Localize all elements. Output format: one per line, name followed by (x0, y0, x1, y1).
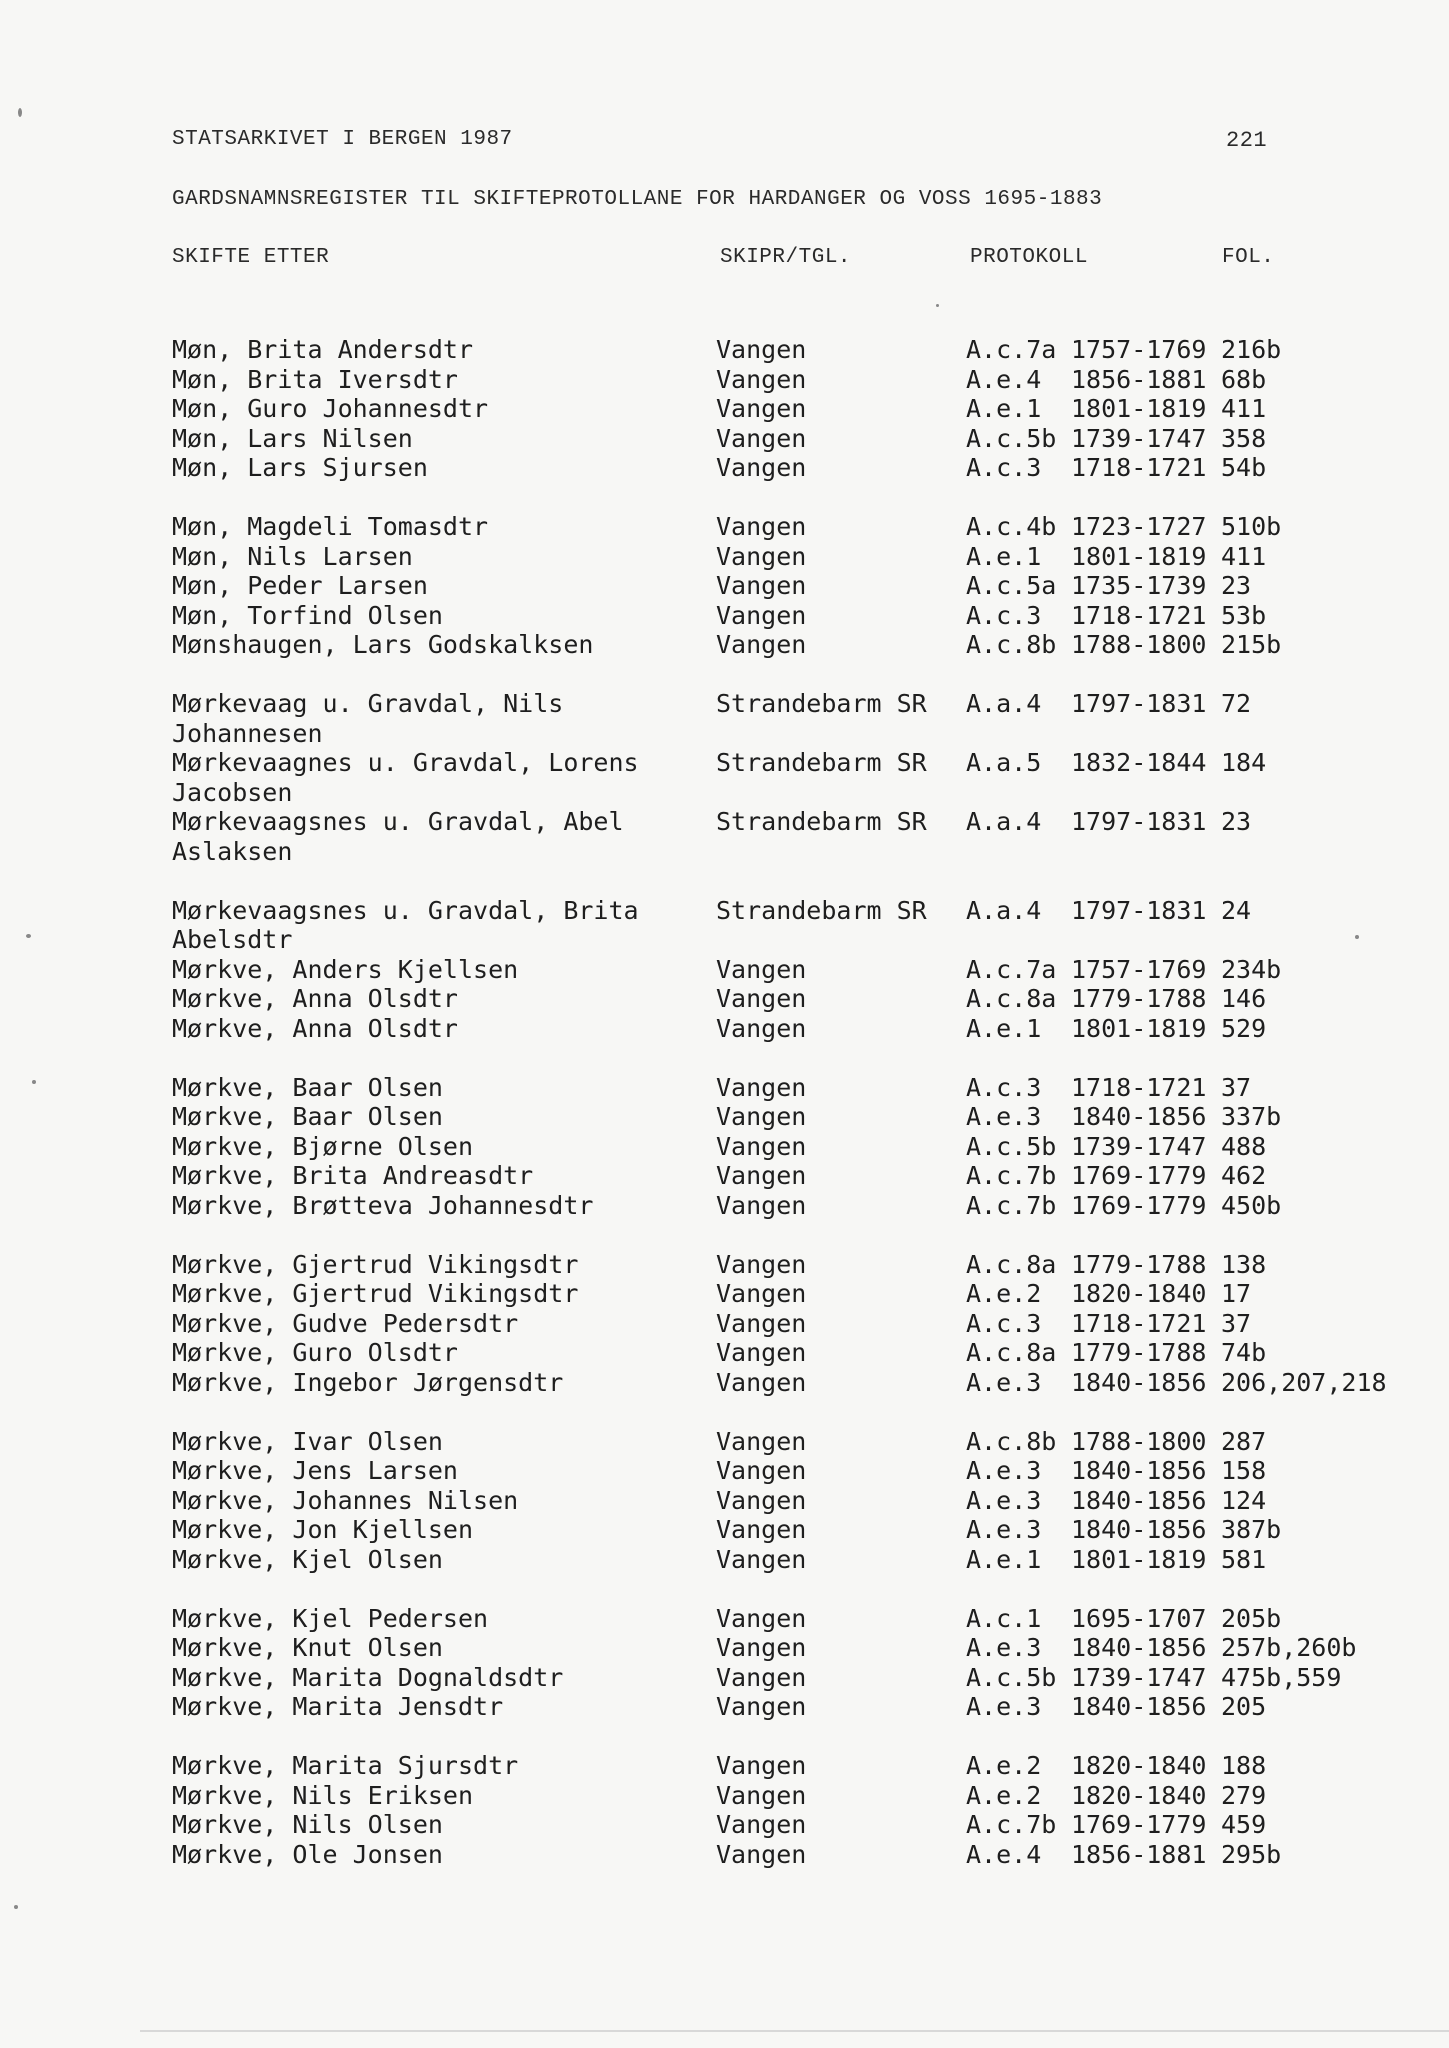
entry-place: Vangen (716, 630, 807, 659)
entry-name: Møn, Guro Johannesdtr (172, 394, 489, 423)
entry-protocol: A.e.3 (966, 1633, 1042, 1662)
table-row (0, 1604, 1449, 1634)
entry-name: Mønshaugen, Lars Godskalksen (172, 630, 594, 659)
entry-protocol: A.c.8a (966, 984, 1057, 1013)
scan-speck (1355, 935, 1359, 939)
table-row (0, 512, 1449, 542)
entry-name: Mørkve, Kjel Olsen (172, 1544, 443, 1574)
entry-place: Vangen (716, 1072, 807, 1102)
entry-folio: 337b (1221, 1102, 1282, 1131)
entry-years: 1695-1707 (1071, 1603, 1207, 1633)
entry-years: 1739-1747 (1071, 1131, 1207, 1161)
table-row (0, 1368, 1449, 1398)
entry-protocol: A.e.2 (966, 1780, 1042, 1810)
entry-years: 1797-1831 (1071, 807, 1207, 836)
table-row (0, 1073, 1449, 1103)
scan-speck (18, 108, 22, 117)
entry-years: 1735-1739 (1071, 571, 1207, 600)
table-row (0, 365, 1449, 395)
entry-folio: 462 (1221, 1161, 1267, 1190)
entry-folio: 37 (1221, 1072, 1252, 1102)
entry-protocol: A.e.2 (966, 1751, 1042, 1780)
entry-folio: 411 (1221, 541, 1267, 571)
entry-place: Strandebarm SR (716, 689, 927, 718)
entry-years: 1718-1721 (1071, 453, 1207, 482)
entry-place: Vangen (716, 1013, 807, 1043)
entry-name: Mørkve, Guro Olsdtr (172, 1338, 458, 1367)
entry-name: Møn, Nils Larsen (172, 541, 413, 571)
entry-years: 1739-1747 (1071, 423, 1207, 453)
entry-place: Vangen (716, 600, 807, 630)
entry-folio: 124 (1221, 1485, 1267, 1515)
entry-years: 1820-1840 (1071, 1780, 1207, 1810)
entry-folio: 234b (1221, 954, 1282, 984)
entry-name: Møn, Magdeli Tomasdtr (172, 512, 489, 541)
entry-name-continuation: Johannesen (172, 718, 323, 748)
entry-place: Vangen (716, 571, 807, 600)
entry-place: Vangen (716, 1308, 807, 1338)
table-row (0, 335, 1449, 365)
table-row (0, 1161, 1449, 1191)
entry-name: Mørkevaagsnes u. Gravdal, Abel (172, 807, 624, 836)
entry-years: 1769-1779 (1071, 1810, 1207, 1839)
entry-place: Strandebarm SR (716, 807, 927, 836)
entry-years: 1820-1840 (1071, 1751, 1207, 1780)
entry-protocol: A.c.5b (966, 423, 1057, 453)
entry-protocol: A.a.5 (966, 748, 1042, 777)
entry-protocol: A.c.7b (966, 1190, 1057, 1220)
entry-folio: 358 (1221, 423, 1267, 453)
entry-name: Mørkve, Anna Olsdtr (172, 984, 458, 1013)
table-row (0, 955, 1449, 985)
table-row (0, 571, 1449, 601)
entry-protocol: A.c.4b (966, 512, 1057, 541)
entry-protocol: A.e.3 (966, 1692, 1042, 1721)
entry-folio: 74b (1221, 1338, 1267, 1367)
group-spacer (0, 483, 1449, 513)
entry-place: Vangen (716, 423, 807, 453)
entry-protocol: A.c.7b (966, 1810, 1057, 1839)
entry-protocol: A.c.3 (966, 1308, 1042, 1338)
entry-folio: 158 (1221, 1456, 1267, 1485)
entry-years: 1739-1747 (1071, 1662, 1207, 1692)
entry-folio: 54b (1221, 453, 1267, 482)
entry-folio: 68b (1221, 364, 1267, 394)
entry-years: 1856-1881 (1071, 1839, 1207, 1869)
entry-years: 1840-1856 (1071, 1456, 1207, 1485)
entry-place: Vangen (716, 1662, 807, 1692)
entry-folio: 188 (1221, 1751, 1267, 1780)
entry-protocol: A.c.5a (966, 571, 1057, 600)
entry-name: Møn, Brita Andersdtr (172, 335, 474, 364)
scan-edge-line (140, 2030, 1449, 2032)
column-header-name: SKIFTE ETTER (172, 246, 330, 269)
entry-place: Vangen (716, 1780, 807, 1810)
entry-place: Vangen (716, 1456, 807, 1485)
entry-name: Mørkve, Ivar Olsen (172, 1426, 443, 1456)
entry-protocol: A.c.3 (966, 600, 1042, 630)
entry-folio: 53b (1221, 600, 1267, 630)
group-spacer (0, 1043, 1449, 1073)
entry-years: 1769-1779 (1071, 1161, 1207, 1190)
entry-years: 1718-1721 (1071, 1308, 1207, 1338)
group-spacer (0, 660, 1449, 690)
table-row (0, 1515, 1449, 1545)
entry-years: 1788-1800 (1071, 630, 1207, 659)
entry-place: Vangen (716, 1249, 807, 1279)
group-spacer (0, 1397, 1449, 1427)
entry-protocol: A.c.3 (966, 453, 1042, 482)
entry-protocol: A.c.8b (966, 1426, 1057, 1456)
entry-name: Mørkve, Anna Olsdtr (172, 1013, 458, 1043)
entry-years: 1820-1840 (1071, 1279, 1207, 1308)
entry-years: 1797-1831 (1071, 895, 1207, 925)
entry-folio: 510b (1221, 512, 1282, 541)
entry-folio: 205 (1221, 1692, 1267, 1721)
entry-folio: 279 (1221, 1780, 1267, 1810)
table-row (0, 1191, 1449, 1221)
entry-place: Vangen (716, 1426, 807, 1456)
entry-folio: 581 (1221, 1544, 1267, 1574)
table-row (0, 1014, 1449, 1044)
entry-name: Møn, Lars Sjursen (172, 453, 428, 482)
entry-place: Vangen (716, 1751, 807, 1780)
entry-folio: 257b,260b (1221, 1633, 1357, 1662)
entry-name: Mørkve, Nils Olsen (172, 1810, 443, 1839)
group-spacer (0, 866, 1449, 896)
table-row (0, 1810, 1449, 1840)
entry-years: 1801-1819 (1071, 1013, 1207, 1043)
table-row (0, 1456, 1449, 1486)
column-header-folio: FOL. (1222, 246, 1275, 269)
table-row (0, 542, 1449, 572)
scan-speck (26, 934, 31, 938)
entry-name: Mørkve, Ole Jonsen (172, 1839, 443, 1869)
entry-protocol: A.c.5b (966, 1662, 1057, 1692)
entry-years: 1840-1856 (1071, 1485, 1207, 1515)
entry-name: Møn, Torfind Olsen (172, 600, 443, 630)
entry-folio: 17 (1221, 1279, 1252, 1308)
entry-folio: 529 (1221, 1013, 1267, 1043)
entry-place: Vangen (716, 1102, 807, 1131)
entry-protocol: A.c.8a (966, 1249, 1057, 1279)
entry-place: Vangen (716, 1810, 807, 1839)
entry-folio: 387b (1221, 1515, 1282, 1544)
entry-protocol: A.c.8a (966, 1338, 1057, 1367)
entry-folio: 138 (1221, 1249, 1267, 1279)
entry-years: 1801-1819 (1071, 1544, 1207, 1574)
entry-years: 1840-1856 (1071, 1692, 1207, 1721)
entry-name: Mørkve, Knut Olsen (172, 1633, 443, 1662)
table-row (0, 394, 1449, 424)
archive-header: STATSARKIVET I BERGEN 1987 (172, 128, 513, 151)
entry-place: Vangen (716, 1485, 807, 1515)
entry-place: Vangen (716, 541, 807, 571)
entry-protocol: A.e.3 (966, 1456, 1042, 1485)
entry-protocol: A.e.4 (966, 364, 1042, 394)
table-row (0, 1840, 1449, 1870)
entry-folio: 459 (1221, 1810, 1267, 1839)
entry-folio: 23 (1221, 807, 1252, 836)
table-row-continuation (0, 778, 1449, 808)
entry-folio: 411 (1221, 394, 1267, 423)
entry-name: Møn, Peder Larsen (172, 571, 428, 600)
entry-name: Mørkevaag u. Gravdal, Nils (172, 689, 564, 718)
table-row (0, 1663, 1449, 1693)
entry-name: Mørkve, Ingebor Jørgensdtr (172, 1367, 564, 1397)
entry-folio: 23 (1221, 571, 1252, 600)
entry-place: Strandebarm SR (716, 748, 927, 777)
entry-years: 1788-1800 (1071, 1426, 1207, 1456)
entry-place: Vangen (716, 1603, 807, 1633)
entry-folio: 215b (1221, 630, 1282, 659)
entry-protocol: A.e.1 (966, 1544, 1042, 1574)
entry-folio: 146 (1221, 984, 1267, 1013)
entry-years: 1723-1727 (1071, 512, 1207, 541)
entry-name: Mørkve, Gudve Pedersdtr (172, 1308, 519, 1338)
entry-folio: 37 (1221, 1308, 1252, 1338)
table-row (0, 1279, 1449, 1309)
entry-years: 1779-1788 (1071, 984, 1207, 1013)
entry-place: Vangen (716, 1131, 807, 1161)
entry-name-continuation: Jacobsen (172, 777, 293, 807)
register-entries (0, 335, 1449, 1869)
column-header-place: SKIPR/TGL. (720, 246, 852, 269)
entry-place: Vangen (716, 335, 807, 364)
table-row (0, 689, 1449, 719)
entry-folio: 450b (1221, 1190, 1282, 1220)
entry-name: Møn, Brita Iversdtr (172, 364, 458, 394)
table-row (0, 1781, 1449, 1811)
entry-years: 1840-1856 (1071, 1367, 1207, 1397)
entry-protocol: A.c.1 (966, 1603, 1042, 1633)
table-row (0, 601, 1449, 631)
table-row (0, 1633, 1449, 1663)
entry-folio: 24 (1221, 895, 1252, 925)
table-row (0, 1132, 1449, 1162)
entry-years: 1769-1779 (1071, 1190, 1207, 1220)
entry-name: Mørkve, Brita Andreasdtr (172, 1161, 534, 1190)
table-row (0, 424, 1449, 454)
entry-years: 1797-1831 (1071, 689, 1207, 718)
entry-place: Vangen (716, 984, 807, 1013)
table-row (0, 453, 1449, 483)
entry-folio: 488 (1221, 1131, 1267, 1161)
entry-name: Mørkevaagnes u. Gravdal, Lorens (172, 748, 639, 777)
entry-folio: 205b (1221, 1603, 1282, 1633)
entry-name: Mørkve, Marita Jensdtr (172, 1692, 504, 1721)
entry-protocol: A.e.1 (966, 541, 1042, 571)
table-row (0, 1338, 1449, 1368)
entry-name: Mørkve, Kjel Pedersen (172, 1603, 489, 1633)
page-number: 221 (1226, 128, 1268, 153)
entry-folio: 295b (1221, 1839, 1282, 1869)
entry-protocol: A.a.4 (966, 689, 1042, 718)
entry-place: Vangen (716, 1633, 807, 1662)
entry-folio: 216b (1221, 335, 1282, 364)
entry-protocol: A.e.4 (966, 1839, 1042, 1869)
entry-name: Mørkve, Nils Eriksen (172, 1780, 474, 1810)
entry-protocol: A.c.3 (966, 1072, 1042, 1102)
table-row (0, 1250, 1449, 1280)
entry-protocol: A.c.8b (966, 630, 1057, 659)
entry-place: Vangen (716, 1367, 807, 1397)
entry-name: Mørkve, Gjertrud Vikingsdtr (172, 1249, 579, 1279)
entry-protocol: A.c.7b (966, 1161, 1057, 1190)
entry-folio: 72 (1221, 689, 1252, 718)
table-row-continuation (0, 925, 1449, 955)
entry-name: Mørkve, Bjørne Olsen (172, 1131, 474, 1161)
entry-place: Vangen (716, 364, 807, 394)
group-spacer (0, 1722, 1449, 1752)
entry-years: 1832-1844 (1071, 748, 1207, 777)
table-row (0, 630, 1449, 660)
entry-name: Mørkve, Baar Olsen (172, 1102, 443, 1131)
entry-place: Vangen (716, 954, 807, 984)
table-row-continuation (0, 837, 1449, 867)
entry-name: Mørkve, Marita Dognaldsdtr (172, 1662, 564, 1692)
entry-place: Vangen (716, 1338, 807, 1367)
entry-years: 1840-1856 (1071, 1102, 1207, 1131)
entry-years: 1856-1881 (1071, 364, 1207, 394)
entry-protocol: A.c.5b (966, 1131, 1057, 1161)
group-spacer (0, 1574, 1449, 1604)
entry-protocol: A.e.3 (966, 1515, 1042, 1544)
entry-protocol: A.e.3 (966, 1367, 1042, 1397)
table-row (0, 1427, 1449, 1457)
entry-name-continuation: Abelsdtr (172, 925, 293, 954)
entry-protocol: A.a.4 (966, 895, 1042, 925)
entry-protocol: A.e.2 (966, 1279, 1042, 1308)
column-header-protocol: PROTOKOLL (970, 246, 1088, 269)
entry-place: Strandebarm SR (716, 895, 927, 925)
group-spacer (0, 1220, 1449, 1250)
table-row (0, 896, 1449, 926)
table-row (0, 984, 1449, 1014)
entry-protocol: A.c.7a (966, 954, 1057, 984)
entry-place: Vangen (716, 394, 807, 423)
entry-years: 1718-1721 (1071, 600, 1207, 630)
entry-protocol: A.a.4 (966, 807, 1042, 836)
entry-folio: 475b,559 (1221, 1662, 1342, 1692)
entry-place: Vangen (716, 1839, 807, 1869)
entry-place: Vangen (716, 1544, 807, 1574)
entry-protocol: A.e.3 (966, 1485, 1042, 1515)
table-row (0, 807, 1449, 837)
table-row (0, 1751, 1449, 1781)
entry-name: Mørkevaagsnes u. Gravdal, Brita (172, 895, 639, 925)
table-row-continuation (0, 719, 1449, 749)
table-row (0, 748, 1449, 778)
entry-folio: 287 (1221, 1426, 1267, 1456)
scan-speck (936, 304, 939, 307)
entry-years: 1840-1856 (1071, 1515, 1207, 1544)
entry-name-continuation: Aslaksen (172, 836, 293, 866)
table-row (0, 1102, 1449, 1132)
entry-place: Vangen (716, 453, 807, 482)
entry-years: 1840-1856 (1071, 1633, 1207, 1662)
scan-speck (14, 1905, 18, 1909)
scan-speck (32, 1080, 36, 1084)
entry-protocol: A.e.3 (966, 1102, 1042, 1131)
entry-years: 1801-1819 (1071, 394, 1207, 423)
entry-name: Mørkve, Marita Sjursdtr (172, 1751, 519, 1780)
entry-protocol: A.c.7a (966, 335, 1057, 364)
entry-place: Vangen (716, 512, 807, 541)
entry-place: Vangen (716, 1692, 807, 1721)
entry-name: Mørkve, Baar Olsen (172, 1072, 443, 1102)
entry-folio: 206,207,218 (1221, 1367, 1387, 1397)
entry-name: Mørkve, Jens Larsen (172, 1456, 458, 1485)
entry-name: Mørkve, Johannes Nilsen (172, 1485, 519, 1515)
entry-name: Mørkve, Gjertrud Vikingsdtr (172, 1279, 579, 1308)
entry-years: 1757-1769 (1071, 335, 1207, 364)
entry-name: Mørkve, Jon Kjellsen (172, 1515, 474, 1544)
entry-years: 1718-1721 (1071, 1072, 1207, 1102)
table-row (0, 1486, 1449, 1516)
entry-place: Vangen (716, 1515, 807, 1544)
table-row (0, 1692, 1449, 1722)
document-title: GARDSNAMNSREGISTER TIL SKIFTEPROTOLLANE FOR HARDANGER OG VOSS 1695-1883 (172, 188, 1103, 211)
entry-years: 1757-1769 (1071, 954, 1207, 984)
entry-protocol: A.e.1 (966, 1013, 1042, 1043)
table-row (0, 1309, 1449, 1339)
entry-name: Mørkve, Brøtteva Johannesdtr (172, 1190, 594, 1220)
entry-place: Vangen (716, 1279, 807, 1308)
entry-protocol: A.e.1 (966, 394, 1042, 423)
entry-years: 1801-1819 (1071, 541, 1207, 571)
entry-years: 1779-1788 (1071, 1338, 1207, 1367)
entry-name: Mørkve, Anders Kjellsen (172, 954, 519, 984)
entry-name: Møn, Lars Nilsen (172, 423, 413, 453)
entry-place: Vangen (716, 1161, 807, 1190)
entry-place: Vangen (716, 1190, 807, 1220)
entry-years: 1779-1788 (1071, 1249, 1207, 1279)
table-row (0, 1545, 1449, 1575)
entry-folio: 184 (1221, 748, 1267, 777)
